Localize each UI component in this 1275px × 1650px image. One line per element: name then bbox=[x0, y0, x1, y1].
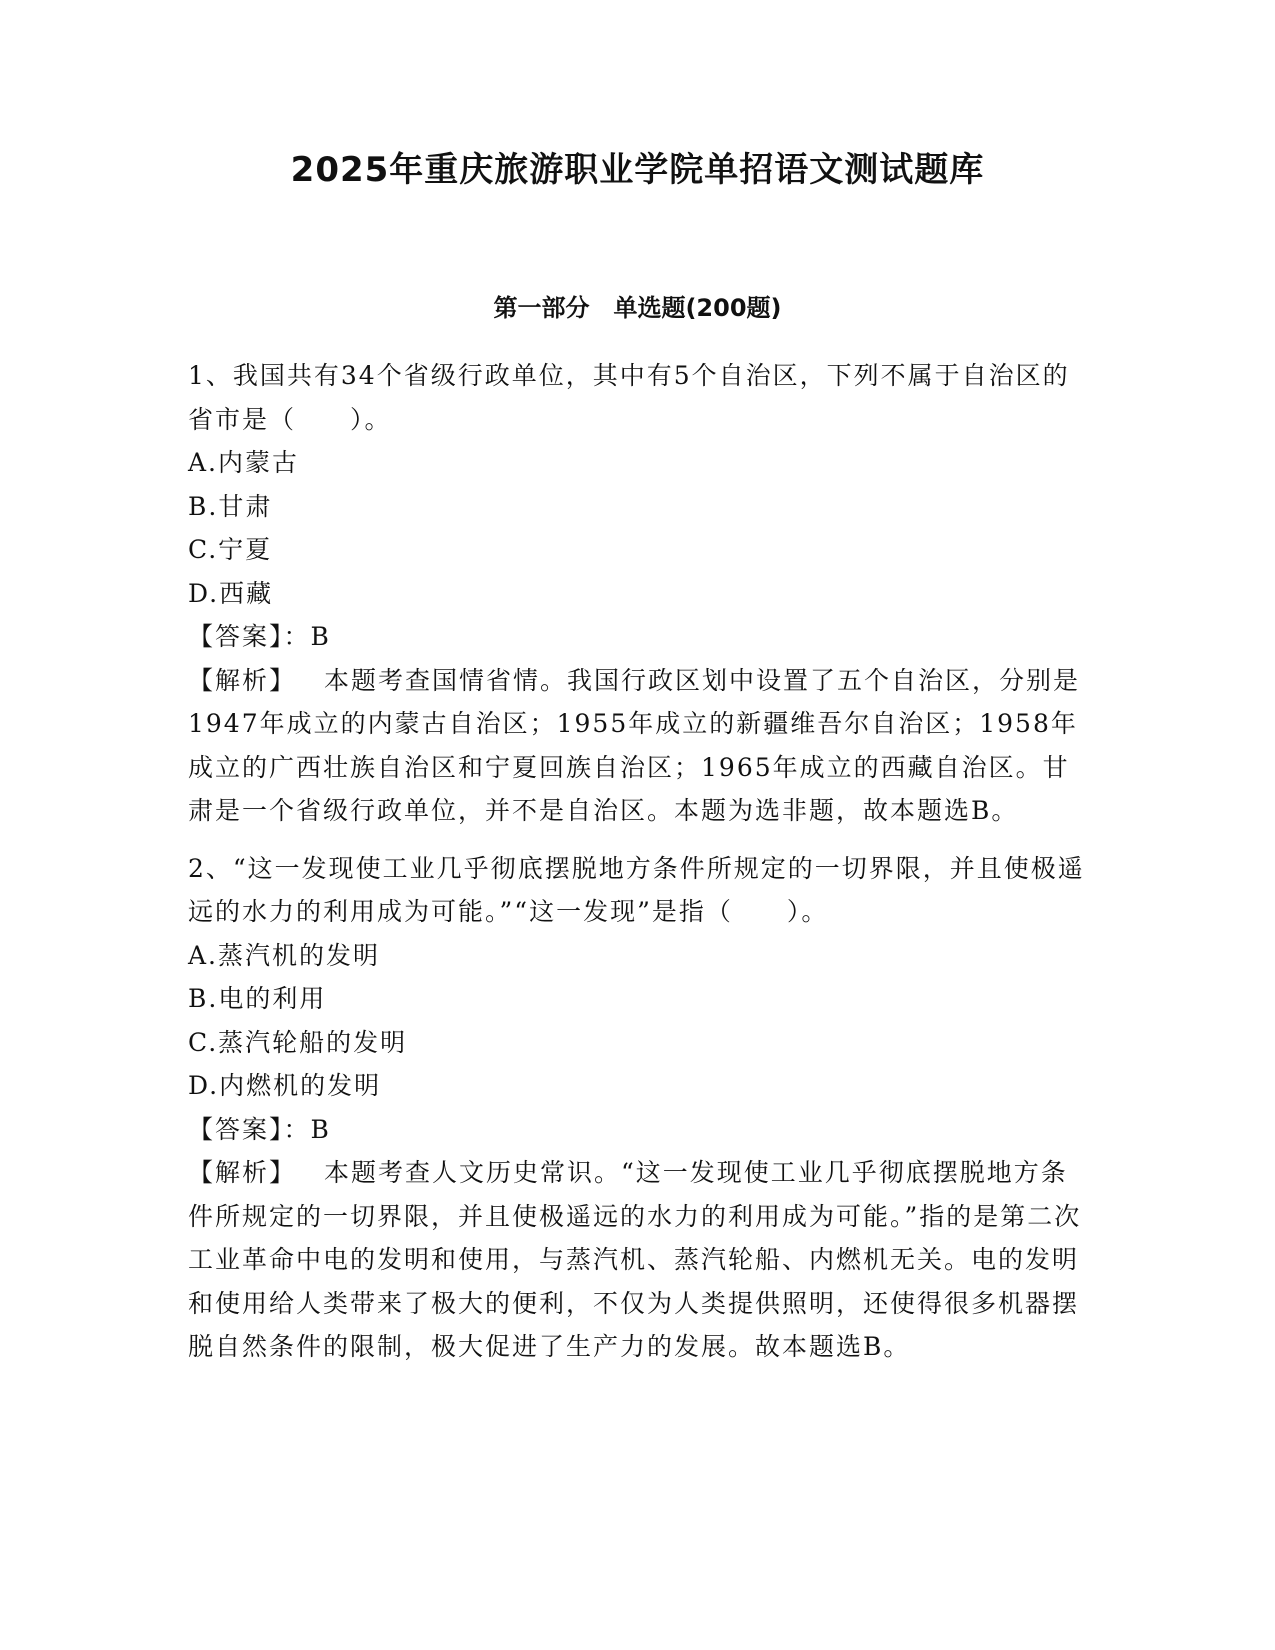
explanation-label: 【解析】 bbox=[188, 1158, 297, 1187]
option-c: C.宁夏 bbox=[188, 535, 273, 564]
explanation-text: 本题考查国情省情。我国行政区划中设置了五个自治区，分别是1947年成立的内蒙古自治区；1955年成立的新疆维吾尔自治区；1958年成立的广西壮族自治区和宁夏回族自治区；1965年成立的西藏自治区。甘肃是一个省级行政单位，并不是自治区。本题为选非题，故本题选B。 bbox=[188, 665, 1081, 825]
answer: 【答案】：B bbox=[188, 622, 331, 651]
question-stem: 1、我国共有34个省级行政单位，其中有5个自治区，下列不属于自治区的省市是（ ）。 bbox=[188, 361, 1070, 434]
question-1 bbox=[188, 354, 1088, 833]
explanation-text: 本题考查人文历史常识。“这一发现使工业几乎彻底摆脱地方条件所规定的一切界限，并且使极遥远的水力的利用成为可能。”指的是第二次工业革命中电的发明和使用，与蒸汽机、蒸汽轮船、内燃机无关。电的发明和使用给人类带来了极大的便利，不仅为人类提供照明，还使得很多机器摆脱自然条件的限制，极大促进了生产力的发展。故本题选B。 bbox=[188, 1158, 1082, 1361]
explanation bbox=[188, 1151, 1088, 1369]
section-title: 第一部分 单选题(200题) bbox=[493, 294, 782, 322]
option-d: D.内燃机的发明 bbox=[188, 1071, 382, 1100]
option-b: B.电的利用 bbox=[188, 984, 327, 1013]
option-c: C.蒸汽轮船的发明 bbox=[188, 1027, 408, 1057]
option-a: A.蒸汽机的发明 bbox=[188, 940, 381, 970]
explanation-label: 【解析】 bbox=[188, 665, 297, 695]
option-b: B.甘肃 bbox=[188, 491, 273, 521]
option-a: A.内蒙古 bbox=[188, 448, 300, 477]
question-list bbox=[188, 354, 1088, 1383]
answer: 【答案】：B bbox=[188, 1114, 331, 1144]
question-2 bbox=[188, 847, 1088, 1369]
question-stem: 2、“这一发现使工业几乎彻底摆脱地方条件所规定的一切界限，并且使极遥远的水力的利用成为可能。”“这一发现”是指（ ）。 bbox=[188, 853, 1085, 926]
explanation bbox=[188, 659, 1088, 833]
document-title: 2025年重庆旅游职业学院单招语文测试题库 bbox=[290, 150, 985, 190]
option-d: D.西藏 bbox=[188, 578, 274, 608]
